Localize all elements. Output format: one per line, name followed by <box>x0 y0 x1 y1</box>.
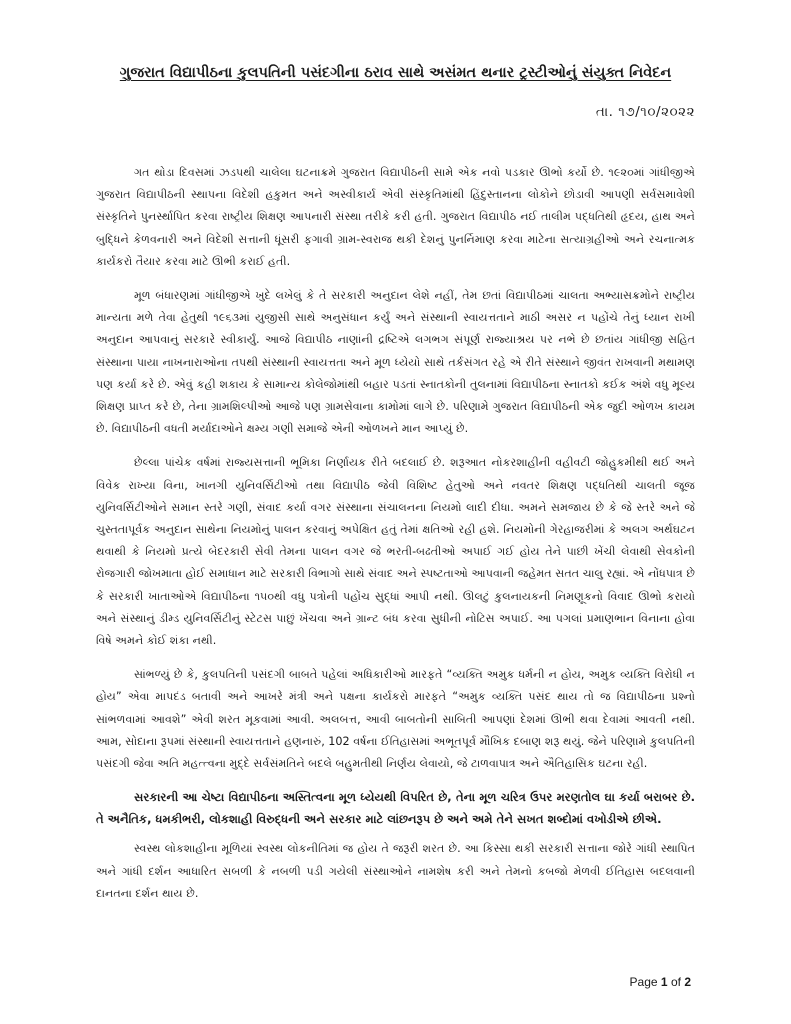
paragraph-founding: ગત થોડા દિવસમાં ઝડપથી ચાલેલા ઘટનાક્રમે ગુજરાત વિદ્યાપીઠની સામે એક નવો પડકાર ઊભો કર્યો છે. ૧૯૨૦માં ગાંધીજીએ ગુજરાત વિદ્યાપીઠની સ્થાપના વિદેશી હકુમત અને અસ્વીકાર્ય એવી સંસ્કૃતિમાંથી હિંદુસ્તાનના લોકોને છોડાવી આપણી સર્વસમાવેશી સંસ્કૃતિને પુનર્સ્થાપિત કરવા રાષ્ટ્રીય શિક્ષણ આપનારી સંસ્થા તરીકે કરી હતી. ગુજરાત વિદ્યાપીઠ નઈ તાલીમ પદ્ધતિથી હૃદય, હાથ અને બુદ્ધિને કેળવનારી અને વિદેશી સત્તાની ધૂંસરી ફગાવી ગ્રામ-સ્વરાજ થકી દેશનું પુનર્નિમાણ કરવા માટેના સત્યાગ્રહીઓ અને રચનાત્મક કાર્યકરો તૈયાર કરવા માટે ઊભી કરાઈ હતી. <box>96 166 695 268</box>
paragraph-chancellor-selection: સાંભળ્યું છે કે, કુલપતિની પસંદગી બાબતે પહેલાં અધિકારીઓ મારફતે “વ્યક્તિ અમુક ધર્મની ન હોય, અમુક વ્યક્તિ વિરોધી ન હોય” એવા માપદંડ બતાવી અને આખરે મંત્રી અને પક્ષના કાર્યકરો મારફતે “અમુક વ્યક્તિ પસંદ થાય તો જ વિદ્યાપીઠના પ્રશ્નો સાંભળવામાં આવશે” એવી શરત મૂકવામાં આવી. અલબત્ત, આવી બાબતોની સાબિતી આપણાં દેશમાં ઊભી થવા દેવામાં આવતી નથી. આમ, સોદાના રૂપમાં સંસ્થાની સ્વાયત્તતાને હણનારું, 102 વર્ષના ઈતિહાસમાં અભૂતપૂર્વ મૌખિક દબાણ શરૂ થયું. જેને પરિણામે કુલપતિની પસંદગી જેવા અતિ મહત્ત્વના મુદ્દે સર્વસંમતિને બદલે બહુમતીથી નિર્ણય લેવાયો, જે ટાળવાપાત્ર અને ઐતિહાસિક ઘટના રહી. <box>96 668 695 771</box>
paragraph-condemnation: સરકારની આ ચેષ્ટા વિદ્યાપીઠના અસ્તિત્વના મૂળ ધ્યેયથી વિપરિત છે, તેના મૂળ ચરિત્ર ઉપર મરણતોલ ઘા કર્યા બરાબર છે. તે અનૈતિક, ધમકીભરી, લોકશાહી વિરુદ્ધની અને સરકાર માટે લાંછનરૂપ છે અને અમે તેને સખત શબ્દોમાં વખોડીએ છીએ. <box>96 790 695 826</box>
of-word: of <box>670 975 681 989</box>
page-number <box>630 975 691 989</box>
document-title: ગુજરાત વિદ્યાપીઠના કુલપતિની પસંદગીના ઠરાવ સાથે અસંમત થનાર ટ્રસ્ટીઓનું સંયુક્ત નિવેદન <box>119 65 672 81</box>
paragraph-constitution: મૂળ બંધારણમાં ગાંધીજીએ ખુદે લખેલું કે તે સરકારી અનુદાન લેશે નહીં, તેમ છતાં વિદ્યાપીઠમાં ચાલતા અભ્યાસક્રમોને રાષ્ટ્રીય માન્યતા મળે તેવા હેતુથી ૧૯૬૩માં યુજીસી સાથે અનુસંધાન કર્યું અને સંસ્થાની સ્વાયત્તતાને માઠી અસર ન પહોંચે તેનું ધ્યાન રાખી અનુદાન આપવાનું સરકારે સ્વીકાર્યું. આજે વિદ્યાપીઠ નાણાંની દ્રષ્ટિએ લગભગ સંપૂર્ણ રાજ્યાશ્રય પર નભે છે છતાંય ગાંધીજી સહિત સંસ્થાના પાયા નાખનારાઓના તપથી સંસ્થાની સ્વાયત્તતા અને મૂળ ધ્યેયો સાથે તર્કસંગત રહે એ રીતે સંસ્થાને જીવંત રાખવાની મથામણ પણ કર્યા કરે છે. એવું કહી શકાય કે સામાન્ય કોલેજોમાંથી બહાર પડતાં સ્નાતકોની તુલનામાં વિદ્યાપીઠના સ્નાતકો કઈક અંશે વધુ મૂલ્ય શિક્ષણ પ્રાપ્ત કરે છે, તેના ગ્રામશિલ્પીઓ આજે પણ ગ્રામસેવાના કામોમાં લાગે છે. પરિણામે ગુજરાત વિદ્યાપીઠની એક જુદી ઓળખ કાયમ છે. વિદ્યાપીઠની વધતી મર્યાદાઓને ક્ષમ્ય ગણી સમાજે એની ઓળખને માન આપ્યું છે. <box>96 289 695 436</box>
paragraph-state-role: છેલ્લા પાંચેક વર્ષમાં રાજ્યસત્તાની ભૂમિકા નિર્ણાયક રીતે બદલાઈ છે. શરૂઆત નોકરશાહીની વહીવટી જોહુકમીથી થઈ અને વિવેક રાખ્યા વિના, ખાનગી યુનિવર્સિટીઓ તથા વિદ્યાપીઠ જેવી વિશિષ્ટ હેતુઓ અને નવતર શિક્ષણ પદ્ધતિથી ચાલતી જૂજ યુનિવર્સિટીઓને સમાન સ્તરે ગણી, સંવાદ કર્યા વગર સંસ્થાના સંચાલનના નિયમો લાદી દીધા. અમને સમજાય છે કે જે સ્તરે અને જે ચુસ્તતાપૂર્વક અનુદાન સાથેના નિયમોનું પાલન કરવાનું અપેક્ષિત હતું તેમાં ક્ષતિઓ રહી હશે. નિયમોની ગેરહાજરીમાં કે અલગ અર્થઘટન થવાથી કે નિયમો પ્રત્યે બેદરકારી સેવી તેમના પાલન વગર જે ભરતી-બઢતીઓ અપાઈ ગઈ હોય તેને પાછી ખેંચી લેવાથી સેવકોની રોજગારી જોખમાતા હોઈ સમાધાન માટે સરકારી વિભાગો સાથે સંવાદ અને સ્પષ્ટતાઓ આપવાની જહેમત સતત ચાલુ રહ્યાં. એ નોંધપાત્ર છે કે સરકારી ખાતાઓએ વિદ્યાપીઠના ૧૫૦થી વધુ પત્રોની પહોંચ સુદ્ધાં આપી નથી. ઊલટું કુલનાયકની નિમણૂકનો વિવાદ ઊભો કરાયો અને સંસ્થાનું ડીમ્ડ યુનિવર્સિટીનું સ્ટેટસ પાછું ખેંચવા અને ગ્રાન્ટ બંધ કરવા સુધીની નોટિસ અપાઈ. આ પગલાં પ્રમાણભાન વિનાના હોવા વિષે અમને કોઈ શંકા નથી. <box>96 456 695 648</box>
document-date: તા. ૧૭/૧૦/૨૦૨૨ <box>595 104 695 120</box>
page-current: 1 <box>660 975 668 989</box>
page-word: Page <box>629 975 658 989</box>
paragraph-democracy: સ્વસ્થ લોકશાહીના મૂળિયાં સ્વસ્થ લોકનીતિમાં જ હોય તે જરૂરી શરત છે. આ કિસ્સા થકી સરકારી સત્તાના જોરે ગાંધી સ્થાપિત અને ગાંધી દર્શન આધારિત સબળી કે નબળી પડી ગયેલી સંસ્થાઓને નામશેષ કરી અને તેમનો કબજો મેળવી ઈતિહાસ બદલવાની દાનતના દર્શન થાય છે. <box>96 842 695 900</box>
page-total: 2 <box>684 975 691 989</box>
